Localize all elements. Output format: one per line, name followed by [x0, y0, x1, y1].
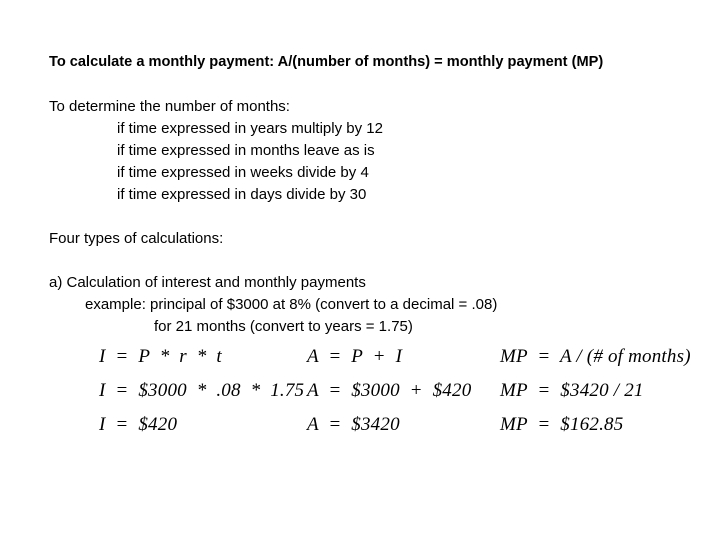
equation-mp-substituted: MP = $3420 / 21	[500, 380, 644, 401]
equation-mp-formula: MP = A / (# of months)	[500, 346, 691, 367]
section-a-example: example: principal of $3000 at 8% (convert to a decimal = .08)	[85, 296, 498, 313]
section-a-example-cont: for 21 months (convert to years = 1.75)	[154, 318, 413, 335]
rule-years: if time expressed in years multiply by 12	[117, 120, 383, 137]
section-a-heading: a) Calculation of interest and monthly payments	[49, 274, 366, 291]
equation-interest-result: I = $420	[99, 414, 178, 435]
slide-title: To calculate a monthly payment: A/(number of months) = monthly payment (MP)	[49, 54, 604, 70]
rule-days: if time expressed in days divide by 30	[117, 186, 367, 203]
equation-amount-substituted: A = $3000 + $420	[307, 380, 472, 401]
equation-interest-formula: I = P * r * t	[99, 346, 222, 367]
equation-amount-formula: A = P + I	[307, 346, 403, 367]
rule-weeks: if time expressed in weeks divide by 4	[117, 164, 369, 181]
types-heading: Four types of calculations:	[49, 230, 224, 247]
equation-mp-result: MP = $162.85	[500, 414, 624, 435]
rule-months: if time expressed in months leave as is	[117, 142, 375, 159]
equation-amount-result: A = $3420	[307, 414, 400, 435]
equation-interest-substituted: I = $3000 * .08 * 1.75	[99, 380, 305, 401]
months-heading: To determine the number of months:	[49, 98, 290, 115]
